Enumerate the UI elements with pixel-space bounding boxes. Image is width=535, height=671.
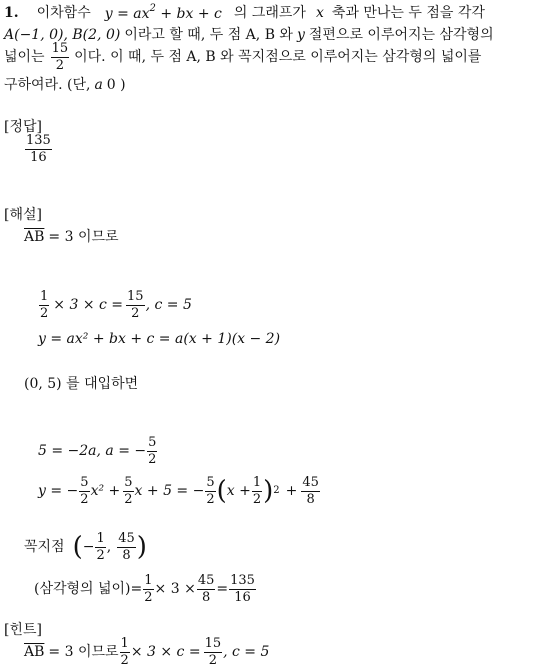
problem-line-1 (4, 4, 532, 21)
problem-line-2 (4, 28, 494, 42)
problem-equation: $y = ax^2$ + bx + c (104, 3, 222, 22)
solution-step-4: (0, 5) 를 대입하면 (24, 376, 139, 392)
problem-points: A(−1, 0), B(2, 0) (4, 27, 121, 43)
problem-text: 이라고 할 때, 두 점 A, B 와 (124, 27, 293, 43)
problem-line-3 (4, 42, 481, 72)
solution-step-7: 꼭지점 ( − $\frac{1}{2}$ , $\frac{45}{8}$ ) (24, 531, 147, 563)
problem-text: 의 그래프가 (233, 4, 306, 21)
answer-label: [정답] (4, 119, 42, 135)
problem-variable: x (315, 4, 324, 21)
problem-number: 1. (4, 4, 19, 21)
problem-text: 이차함수 (36, 4, 91, 21)
problem-text: 넓이는 (4, 49, 45, 66)
solution-step-2: $\frac{1}{2}$ × 3 × c = $\frac{15}{2}$ , c = 5 (40, 289, 192, 321)
problem-text: 축과 만나는 두 점을 각각 (331, 4, 485, 21)
fraction: $\frac{15}{2}$ (51, 41, 69, 73)
hint-label: [힌트] (4, 622, 42, 638)
solution-step-6: y = − $\frac{5}{2}$ x² + $\frac{5}{2}$ x + 5 = − $\frac{5}{2}$ ( x + $\frac{1}{2}$ ) 2 + $\frac{45}{8}$ (38, 475, 319, 507)
problem-line-4 (4, 78, 126, 92)
problem-text: 구하여라. (단, (4, 77, 91, 93)
solution-step-1: $\overline{AB}$ = 3 이므로 (24, 229, 119, 245)
answer-fraction: $\frac{135}{16}$ (26, 133, 51, 165)
problem-variable: y (296, 27, 305, 43)
solution-step-5: 5 = −2a, a = − $\frac{5}{2}$ (38, 435, 157, 467)
problem-text: 절편으로 이루어지는 삼각형의 (308, 27, 494, 43)
hint-text: $\overline{AB}$ = 3 이므로 $\frac{1}{2}$ × 3 × c = $\frac{15}{2}$ , c = 5 (24, 636, 270, 668)
problem-text: 이다. 이 때, 두 점 A, B 와 꼭지점으로 이루어지는 삼각형의 넓이를 (74, 49, 482, 66)
problem-variable: a (94, 77, 103, 93)
solution-step-3: y = ax² + bx + c = a(x + 1)(x − 2) (38, 331, 281, 347)
problem-text: 0 ) (106, 77, 126, 93)
solution-step-8: (삼각형의 넓이)= $\frac{1}{2}$ × 3 × $\frac{45}{8}$ = $\frac{135}{16}$ (34, 573, 255, 605)
solution-label: [해설] (4, 207, 42, 223)
